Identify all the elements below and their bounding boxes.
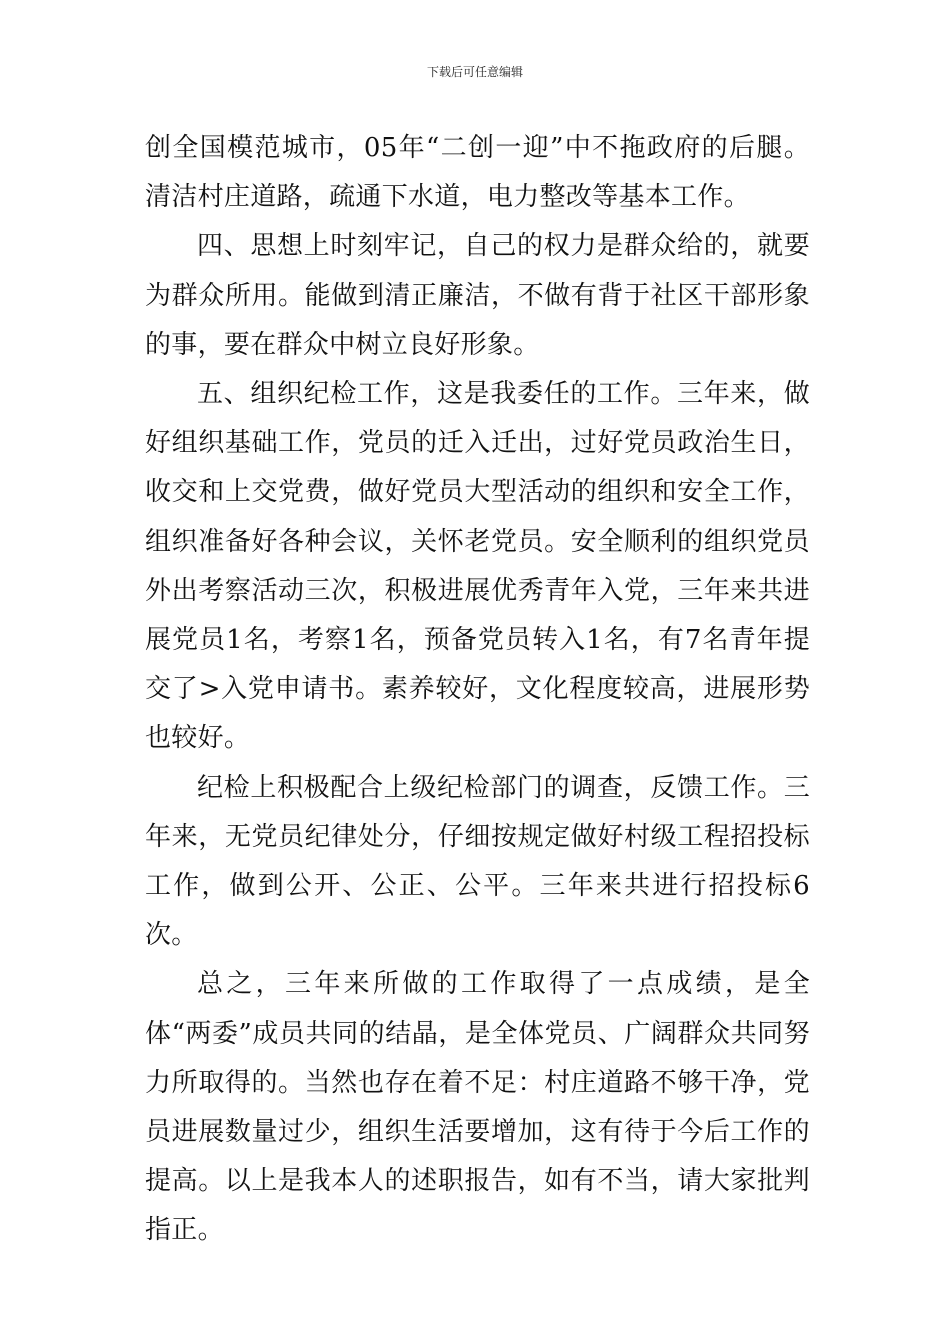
paragraph-summary: 总之，三年来所做的工作取得了一点成绩，是全体“两委”成员共同的结晶，是全体党员、广阔群众共同努力所取得的。当然也存在着不足：村庄道路不够干净，党员进展数量过少，组织生活要增加，这有待于今后工作的提高。以上是我本人的述职报告，如有不当，请大家批判指正。 xyxy=(145,969,810,1246)
paragraph-section-four: 四、思想上时刻牢记，自己的权力是群众给的，就要为群众所用。能做到清正廉洁，不做有背于社区干部形象的事，要在群众中树立良好形象。 xyxy=(145,231,810,360)
paragraph-section-five: 五、组织纪检工作，这是我委任的工作。三年来，做好组织基础工作，党员的迁入迁出，过好党员政治生日，收交和上交党费，做好党员大型活动的组织和安全工作，组织准备好各种会议，关怀老党员。安全顺利的组织党员外出考察活动三次，积极进展优秀青年入党，三年来共进展党员1名，考察1名，预备党员转入1名，有7名青年提交了>入党申请书。素养较好，文化程度较高，进展形势也较好。 xyxy=(145,379,810,754)
document-body xyxy=(145,124,810,1256)
paragraph-discipline-inspection: 纪检上积极配合上级纪检部门的调查，反馈工作。三年来，无党员纪律处分，仔细按规定做好村级工程招投标工作，做到公开、公正、公平。三年来共进行招投标6次。 xyxy=(145,772,810,951)
paragraph-continuation: 创全国模范城市，05年“二创一迎”中不拖政府的后腿。清洁村庄道路，疏通下水道，电力整改等基本工作。 xyxy=(145,133,810,213)
header-note: 下载后可任意编辑 xyxy=(426,65,523,79)
